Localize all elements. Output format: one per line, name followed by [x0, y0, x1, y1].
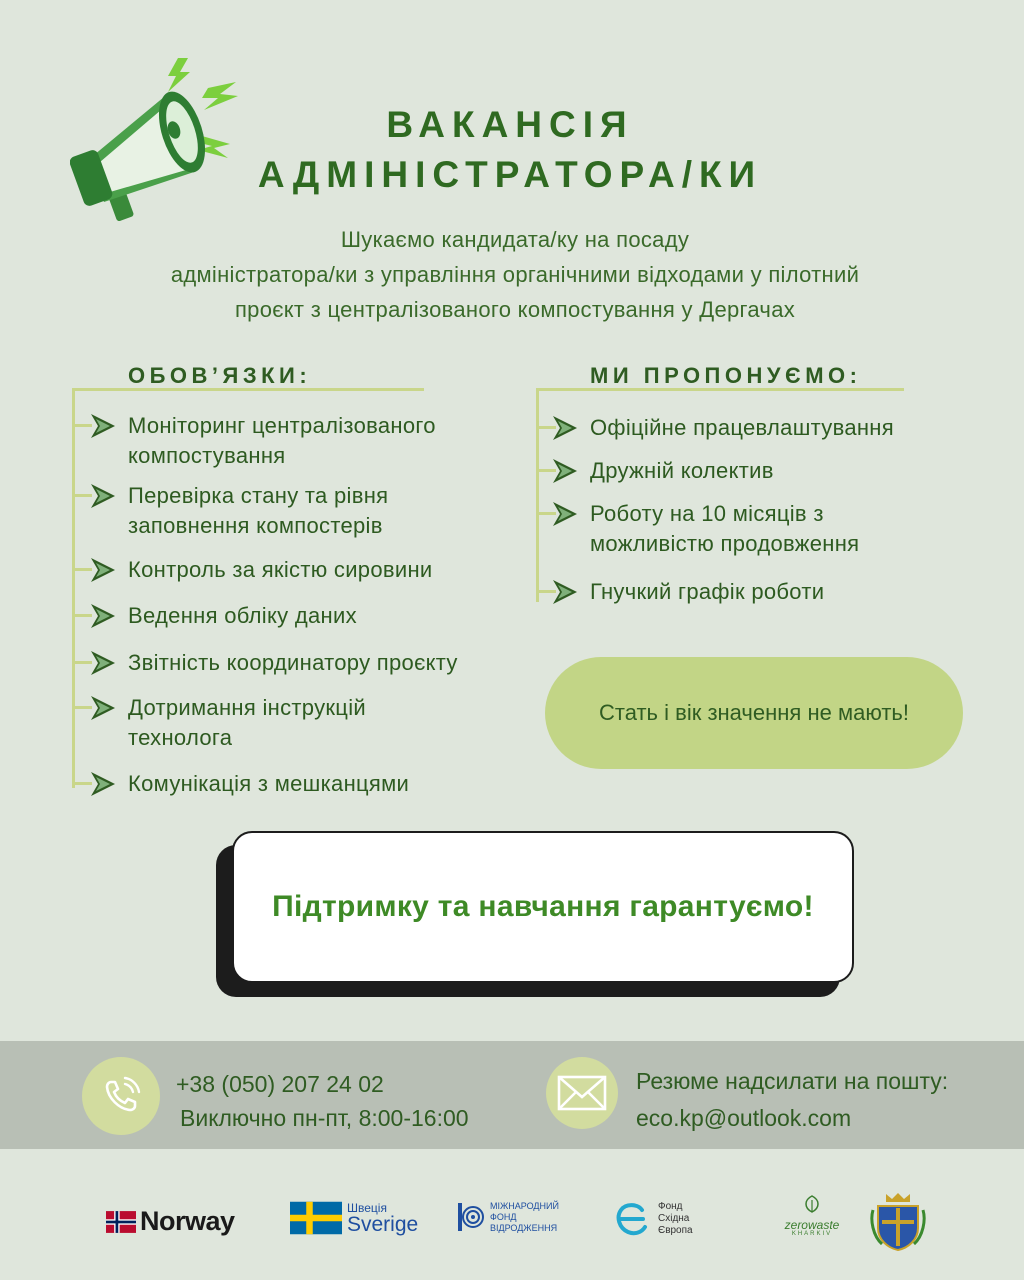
fse-logo	[612, 1200, 693, 1238]
fse-text-3: Європа	[658, 1225, 693, 1236]
phone-number[interactable]: +38 (050) 207 24 02	[176, 1071, 384, 1097]
duties-item-line-1: Моніторинг централізованого	[128, 413, 436, 438]
duties-item	[88, 411, 436, 471]
arrow-bullet-icon	[88, 769, 118, 799]
offers-vertical-line	[536, 388, 539, 602]
arrow-bullet-icon	[550, 413, 580, 443]
duties-item	[88, 481, 388, 541]
fse-text-1: Фонд	[658, 1201, 683, 1212]
arrow-bullet-icon	[550, 499, 580, 529]
zerowaste-logo	[782, 1194, 842, 1237]
arrow-bullet-icon	[88, 601, 118, 631]
arrow-bullet-icon	[550, 456, 580, 486]
duties-item-line-2: компостування	[128, 443, 286, 468]
duties-item	[88, 648, 458, 678]
duties-item-line-1: Контроль за якістю сировини	[128, 557, 433, 582]
duties-item-line-1: Звітність координатору проєкту	[128, 650, 458, 675]
duties-item-line-2: заповнення компостерів	[128, 513, 383, 538]
offers-item	[550, 413, 894, 443]
working-hours: Виключно пн-пт, 8:00-16:00	[180, 1105, 469, 1131]
subtitle-line-2: адміністратора/ки з управління органічними відходами у пілотний	[170, 262, 860, 287]
norway-text: Norway	[140, 1206, 235, 1236]
arrow-bullet-icon	[88, 481, 118, 511]
duties-item	[88, 769, 409, 799]
norway-flag-icon	[106, 1211, 136, 1233]
subtitle-line-3: проєкт з централізованого компостування у Дергачах	[234, 297, 796, 322]
offers-item-line-1: Гнучкий графік роботи	[590, 579, 825, 604]
duties-rule	[72, 388, 424, 391]
zerowaste-leaf-icon	[800, 1194, 824, 1214]
arrow-bullet-icon	[88, 411, 118, 441]
duties-vertical-line	[72, 388, 75, 788]
fse-text-2: Східна	[658, 1213, 690, 1224]
arrow-bullet-icon	[88, 648, 118, 678]
offers-item-line-1: Дружній колектив	[590, 458, 774, 483]
duties-item	[88, 601, 357, 631]
phone-icon[interactable]	[82, 1057, 160, 1135]
duties-item-line-1: Комунікація з мешканцями	[128, 771, 410, 796]
irf-text-3: ВІДРОДЖЕННЯ	[490, 1222, 558, 1233]
sweden-text-bottom: Sverige	[347, 1212, 419, 1236]
email-address[interactable]: eco.kp@outlook.com	[636, 1105, 852, 1131]
sweden-text-top: Швеція	[347, 1200, 387, 1215]
offers-item-line-1: Роботу на 10 місяців з	[590, 501, 824, 526]
offers-rule	[536, 388, 904, 391]
duties-item	[88, 693, 366, 753]
title-line-1: ВАКАНСІЯ	[386, 104, 634, 145]
norway-logo	[106, 1206, 235, 1237]
irf-text-1: МІЖНАРОДНИЙ	[490, 1200, 559, 1211]
arrow-bullet-icon	[550, 577, 580, 607]
no-discrimination-badge: Стать і вік значення не мають!	[545, 657, 963, 769]
offers-item-line-2: можливістю продовження	[590, 531, 860, 556]
title-line-2: АДМІНІСТРАТОРА/КИ	[257, 154, 763, 195]
fse-mark-icon	[612, 1200, 650, 1238]
duties-item-line-1: Перевірка стану та рівня	[128, 483, 389, 508]
zerowaste-text: zerowaste	[784, 1218, 840, 1232]
offers-item	[550, 456, 774, 486]
offers-heading: МИ ПРОПОНУЄМО:	[590, 363, 862, 388]
irf-mark-icon	[456, 1200, 484, 1234]
duties-item-line-1: Ведення обліку даних	[128, 603, 357, 628]
coat-of-arms-icon	[870, 1190, 926, 1252]
duties-heading: ОБОВ’ЯЗКИ:	[128, 363, 312, 388]
envelope-icon[interactable]	[546, 1057, 618, 1129]
arrow-bullet-icon	[88, 555, 118, 585]
support-training-banner: Підтримку та навчання гарантуємо!	[232, 831, 854, 983]
offers-item-line-1: Офіційне працевлаштування	[590, 415, 894, 440]
sweden-logo	[290, 1201, 418, 1235]
duties-item-line-2: технолога	[128, 725, 233, 750]
subtitle-line-1: Шукаємо кандидата/ку на посаду	[340, 227, 690, 252]
arrow-bullet-icon	[88, 693, 118, 723]
offers-item	[550, 499, 859, 559]
email-label: Резюме надсилати на пошту:	[636, 1068, 949, 1094]
offers-item	[550, 577, 824, 607]
duties-item	[88, 555, 433, 585]
irf-text-2: ФОНД	[490, 1211, 517, 1222]
zerowaste-subtext: KHARKIV	[791, 1231, 833, 1237]
sweden-flag-icon	[290, 1201, 342, 1235]
irf-logo	[456, 1200, 559, 1234]
duties-item-line-1: Дотримання інструкцій	[128, 695, 366, 720]
